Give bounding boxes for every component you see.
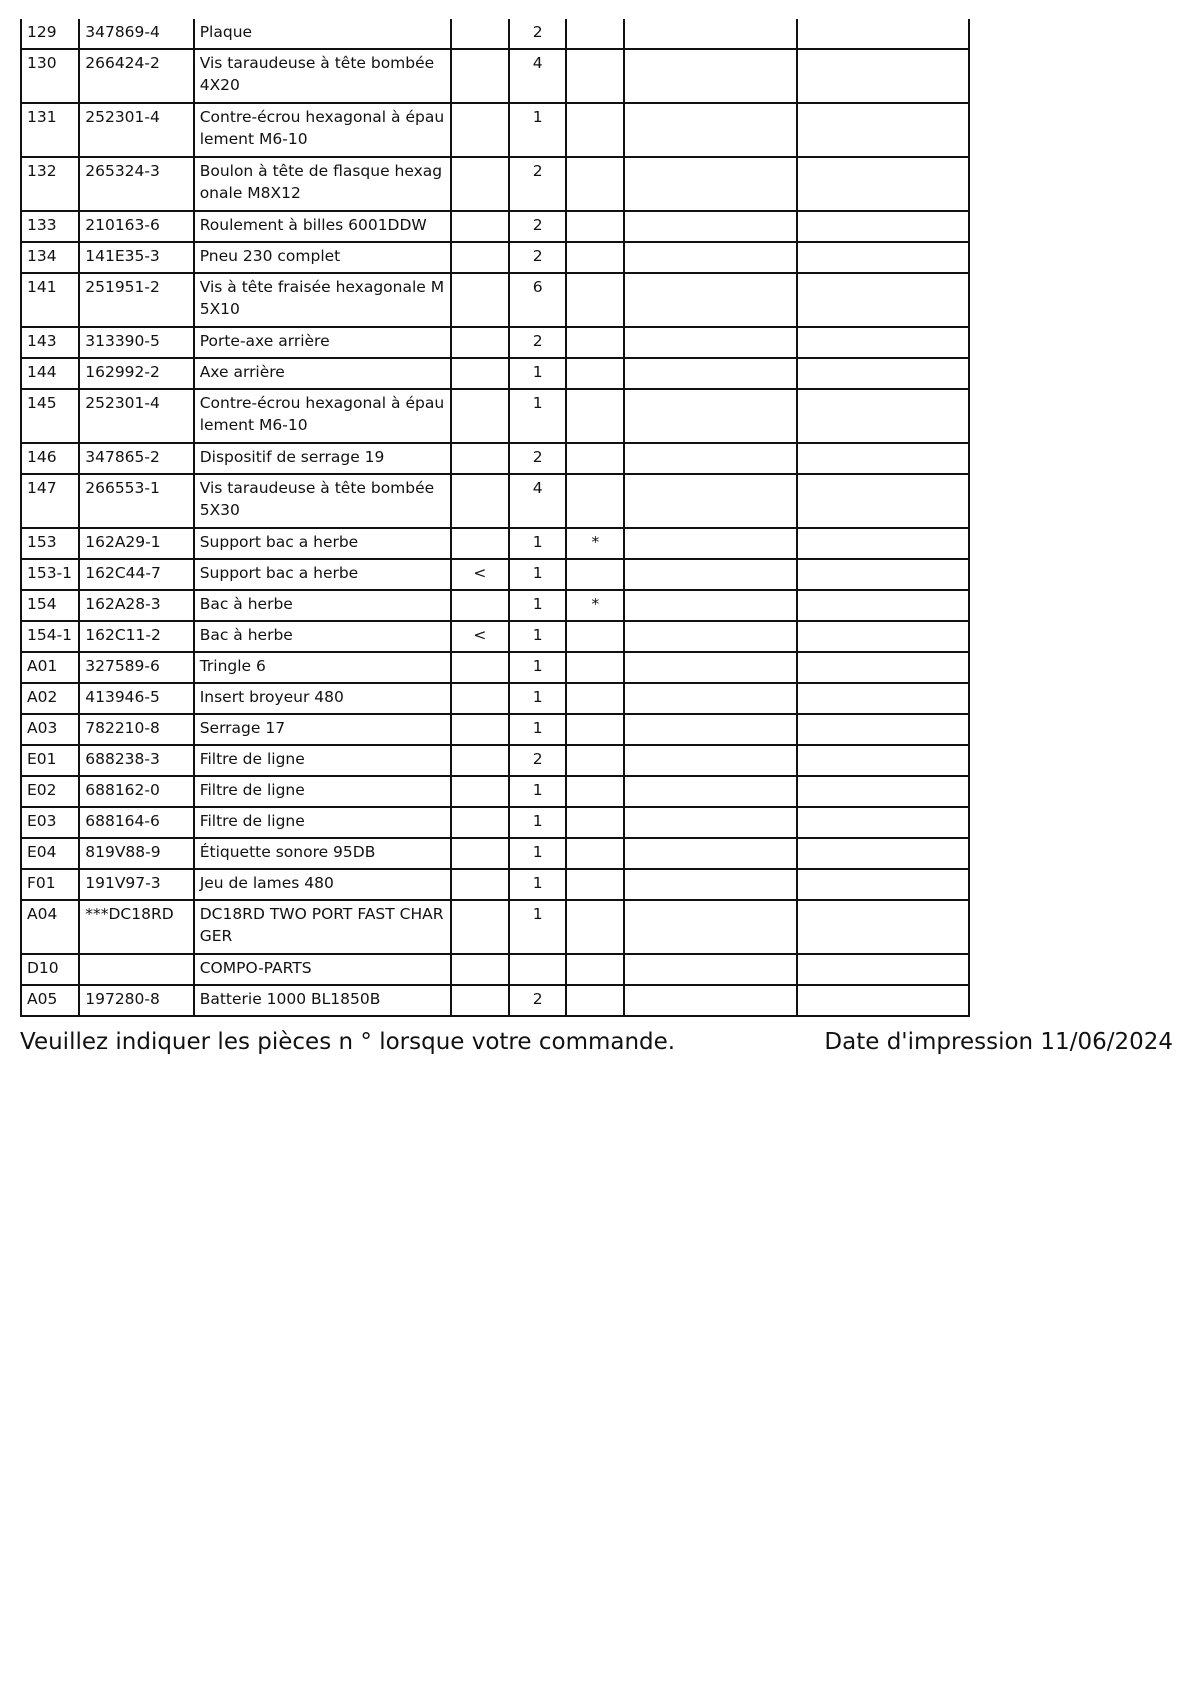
cell-description: Tringle 6 bbox=[194, 652, 451, 683]
cell-note bbox=[566, 443, 624, 474]
cell-empty bbox=[624, 474, 797, 528]
cell-empty bbox=[624, 358, 797, 389]
cell-empty bbox=[797, 358, 969, 389]
footer-instruction: Veuillez indiquer les pièces n ° lorsque votre commande. bbox=[20, 1029, 676, 1055]
cell-quantity: 2 bbox=[509, 211, 566, 242]
cell-item-no: E01 bbox=[21, 745, 79, 776]
cell-mark bbox=[451, 838, 509, 869]
cell-empty bbox=[797, 745, 969, 776]
cell-note bbox=[566, 652, 624, 683]
cell-mark: < bbox=[451, 559, 509, 590]
cell-description: Plaque bbox=[194, 19, 451, 49]
table-row bbox=[21, 211, 969, 242]
cell-item-no: 154-1 bbox=[21, 621, 79, 652]
cell-quantity: 1 bbox=[509, 103, 566, 157]
cell-mark bbox=[451, 776, 509, 807]
table-row bbox=[21, 683, 969, 714]
cell-empty bbox=[797, 443, 969, 474]
cell-description: Insert broyeur 480 bbox=[194, 683, 451, 714]
cell-part-ref: 162A29-1 bbox=[79, 528, 193, 559]
cell-empty bbox=[624, 19, 797, 49]
cell-quantity: 1 bbox=[509, 776, 566, 807]
cell-empty bbox=[624, 652, 797, 683]
cell-empty bbox=[624, 869, 797, 900]
cell-note bbox=[566, 621, 624, 652]
cell-note bbox=[566, 714, 624, 745]
cell-part-ref: 266424-2 bbox=[79, 49, 193, 103]
cell-item-no: E02 bbox=[21, 776, 79, 807]
cell-description: Pneu 230 complet bbox=[194, 242, 451, 273]
cell-description: Bac à herbe bbox=[194, 621, 451, 652]
cell-empty bbox=[797, 49, 969, 103]
cell-note bbox=[566, 838, 624, 869]
cell-quantity: 1 bbox=[509, 683, 566, 714]
cell-description: COMPO-PARTS bbox=[194, 954, 451, 985]
cell-empty bbox=[624, 273, 797, 327]
cell-quantity: 1 bbox=[509, 869, 566, 900]
cell-quantity: 1 bbox=[509, 807, 566, 838]
cell-part-ref: 782210-8 bbox=[79, 714, 193, 745]
cell-description: Filtre de ligne bbox=[194, 807, 451, 838]
cell-empty bbox=[797, 776, 969, 807]
cell-mark bbox=[451, 103, 509, 157]
cell-description: Serrage 17 bbox=[194, 714, 451, 745]
cell-item-no: 153-1 bbox=[21, 559, 79, 590]
cell-mark bbox=[451, 211, 509, 242]
cell-part-ref: 347865-2 bbox=[79, 443, 193, 474]
cell-quantity: 1 bbox=[509, 389, 566, 443]
cell-empty bbox=[797, 807, 969, 838]
cell-empty bbox=[624, 389, 797, 443]
cell-empty bbox=[624, 838, 797, 869]
cell-note bbox=[566, 807, 624, 838]
cell-item-no: E04 bbox=[21, 838, 79, 869]
parts-table bbox=[20, 19, 970, 1017]
cell-quantity: 1 bbox=[509, 621, 566, 652]
table-row bbox=[21, 474, 969, 528]
cell-empty bbox=[797, 900, 969, 954]
cell-mark bbox=[451, 327, 509, 358]
cell-quantity: 1 bbox=[509, 838, 566, 869]
cell-description: Porte-axe arrière bbox=[194, 327, 451, 358]
cell-empty bbox=[624, 157, 797, 211]
cell-empty bbox=[624, 528, 797, 559]
table-row bbox=[21, 443, 969, 474]
cell-item-no: A01 bbox=[21, 652, 79, 683]
cell-empty bbox=[797, 211, 969, 242]
cell-note bbox=[566, 273, 624, 327]
cell-description: Support bac a herbe bbox=[194, 528, 451, 559]
parts-table-body bbox=[21, 19, 969, 1016]
cell-description: Roulement à billes 6001DDW bbox=[194, 211, 451, 242]
table-row bbox=[21, 954, 969, 985]
cell-mark bbox=[451, 443, 509, 474]
cell-description: Vis taraudeuse à tête bombée 5X30 bbox=[194, 474, 451, 528]
cell-item-no: 129 bbox=[21, 19, 79, 49]
cell-part-ref: 688238-3 bbox=[79, 745, 193, 776]
cell-empty bbox=[624, 683, 797, 714]
cell-mark bbox=[451, 474, 509, 528]
cell-mark bbox=[451, 157, 509, 211]
cell-note bbox=[566, 683, 624, 714]
cell-part-ref: 197280-8 bbox=[79, 985, 193, 1016]
cell-empty bbox=[797, 985, 969, 1016]
cell-quantity: 2 bbox=[509, 157, 566, 211]
cell-empty bbox=[624, 745, 797, 776]
cell-description: Jeu de lames 480 bbox=[194, 869, 451, 900]
cell-mark bbox=[451, 590, 509, 621]
cell-quantity: 1 bbox=[509, 528, 566, 559]
cell-quantity: 1 bbox=[509, 900, 566, 954]
cell-empty bbox=[797, 327, 969, 358]
cell-item-no: 143 bbox=[21, 327, 79, 358]
cell-mark bbox=[451, 19, 509, 49]
cell-description: Boulon à tête de flasque hexagonale M8X12 bbox=[194, 157, 451, 211]
cell-mark bbox=[451, 652, 509, 683]
cell-quantity: 1 bbox=[509, 358, 566, 389]
cell-part-ref: ***DC18RD bbox=[79, 900, 193, 954]
table-row bbox=[21, 559, 969, 590]
cell-quantity: 4 bbox=[509, 474, 566, 528]
cell-quantity: 1 bbox=[509, 559, 566, 590]
cell-empty bbox=[624, 807, 797, 838]
cell-item-no: 133 bbox=[21, 211, 79, 242]
cell-description: Bac à herbe bbox=[194, 590, 451, 621]
cell-note bbox=[566, 869, 624, 900]
print-date: Date d'impression 11/06/2024 bbox=[824, 1029, 1173, 1055]
cell-mark bbox=[451, 49, 509, 103]
cell-description: Contre-écrou hexagonal à épaulement M6-10 bbox=[194, 103, 451, 157]
cell-item-no: E03 bbox=[21, 807, 79, 838]
cell-item-no: A04 bbox=[21, 900, 79, 954]
cell-description: Batterie 1000 BL1850B bbox=[194, 985, 451, 1016]
table-row bbox=[21, 242, 969, 273]
cell-note bbox=[566, 103, 624, 157]
table-row bbox=[21, 157, 969, 211]
cell-quantity: 2 bbox=[509, 745, 566, 776]
cell-quantity bbox=[509, 954, 566, 985]
table-row bbox=[21, 358, 969, 389]
cell-note bbox=[566, 242, 624, 273]
table-row bbox=[21, 273, 969, 327]
cell-mark bbox=[451, 273, 509, 327]
cell-note bbox=[566, 559, 624, 590]
table-row bbox=[21, 19, 969, 49]
cell-item-no: 141 bbox=[21, 273, 79, 327]
cell-part-ref bbox=[79, 954, 193, 985]
table-row bbox=[21, 528, 969, 559]
cell-item-no: 153 bbox=[21, 528, 79, 559]
cell-description: Filtre de ligne bbox=[194, 776, 451, 807]
cell-empty bbox=[797, 714, 969, 745]
cell-empty bbox=[797, 652, 969, 683]
cell-item-no: 147 bbox=[21, 474, 79, 528]
cell-quantity: 2 bbox=[509, 19, 566, 49]
cell-mark bbox=[451, 869, 509, 900]
cell-empty bbox=[624, 103, 797, 157]
table-row bbox=[21, 807, 969, 838]
table-row bbox=[21, 327, 969, 358]
cell-description: Vis à tête fraisée hexagonale M5X10 bbox=[194, 273, 451, 327]
cell-empty bbox=[797, 19, 969, 49]
cell-part-ref: 413946-5 bbox=[79, 683, 193, 714]
cell-empty bbox=[624, 714, 797, 745]
cell-note bbox=[566, 474, 624, 528]
cell-empty bbox=[624, 621, 797, 652]
cell-mark bbox=[451, 900, 509, 954]
cell-description: Vis taraudeuse à tête bombée 4X20 bbox=[194, 49, 451, 103]
cell-note bbox=[566, 900, 624, 954]
cell-part-ref: 251951-2 bbox=[79, 273, 193, 327]
table-row bbox=[21, 838, 969, 869]
table-row bbox=[21, 590, 969, 621]
cell-quantity: 2 bbox=[509, 443, 566, 474]
cell-item-no: 131 bbox=[21, 103, 79, 157]
cell-note bbox=[566, 954, 624, 985]
cell-item-no: A03 bbox=[21, 714, 79, 745]
cell-empty bbox=[797, 683, 969, 714]
cell-empty bbox=[624, 590, 797, 621]
cell-part-ref: 210163-6 bbox=[79, 211, 193, 242]
cell-item-no: 130 bbox=[21, 49, 79, 103]
cell-part-ref: 252301-4 bbox=[79, 389, 193, 443]
table-row bbox=[21, 985, 969, 1016]
cell-item-no: 146 bbox=[21, 443, 79, 474]
table-row bbox=[21, 621, 969, 652]
cell-part-ref: 688162-0 bbox=[79, 776, 193, 807]
cell-empty bbox=[797, 474, 969, 528]
cell-empty bbox=[797, 528, 969, 559]
cell-empty bbox=[624, 776, 797, 807]
cell-empty bbox=[797, 273, 969, 327]
cell-empty bbox=[624, 443, 797, 474]
cell-item-no: 134 bbox=[21, 242, 79, 273]
cell-note bbox=[566, 327, 624, 358]
cell-empty bbox=[797, 590, 969, 621]
cell-empty bbox=[624, 49, 797, 103]
cell-empty bbox=[624, 985, 797, 1016]
cell-mark bbox=[451, 683, 509, 714]
cell-part-ref: 265324-3 bbox=[79, 157, 193, 211]
cell-mark bbox=[451, 389, 509, 443]
cell-mark bbox=[451, 954, 509, 985]
cell-part-ref: 162C44-7 bbox=[79, 559, 193, 590]
table-row bbox=[21, 49, 969, 103]
cell-part-ref: 162C11-2 bbox=[79, 621, 193, 652]
cell-note bbox=[566, 389, 624, 443]
table-row bbox=[21, 389, 969, 443]
cell-item-no: D10 bbox=[21, 954, 79, 985]
cell-empty bbox=[797, 389, 969, 443]
table-row bbox=[21, 745, 969, 776]
cell-mark bbox=[451, 985, 509, 1016]
cell-empty bbox=[797, 621, 969, 652]
cell-quantity: 2 bbox=[509, 327, 566, 358]
cell-mark bbox=[451, 807, 509, 838]
cell-note bbox=[566, 157, 624, 211]
cell-item-no: A02 bbox=[21, 683, 79, 714]
cell-empty bbox=[797, 869, 969, 900]
table-row bbox=[21, 714, 969, 745]
cell-description: Support bac a herbe bbox=[194, 559, 451, 590]
cell-empty bbox=[797, 838, 969, 869]
cell-quantity: 1 bbox=[509, 652, 566, 683]
cell-note bbox=[566, 211, 624, 242]
table-row bbox=[21, 652, 969, 683]
cell-mark bbox=[451, 745, 509, 776]
cell-note bbox=[566, 985, 624, 1016]
cell-part-ref: 688164-6 bbox=[79, 807, 193, 838]
cell-description: DC18RD TWO PORT FAST CHARGER bbox=[194, 900, 451, 954]
cell-note: * bbox=[566, 528, 624, 559]
cell-note bbox=[566, 19, 624, 49]
cell-item-no: 145 bbox=[21, 389, 79, 443]
cell-part-ref: 819V88-9 bbox=[79, 838, 193, 869]
cell-part-ref: 313390-5 bbox=[79, 327, 193, 358]
cell-description: Axe arrière bbox=[194, 358, 451, 389]
cell-empty bbox=[797, 559, 969, 590]
cell-part-ref: 252301-4 bbox=[79, 103, 193, 157]
cell-mark bbox=[451, 242, 509, 273]
cell-part-ref: 327589-6 bbox=[79, 652, 193, 683]
cell-empty bbox=[797, 157, 969, 211]
cell-note bbox=[566, 49, 624, 103]
cell-empty bbox=[624, 211, 797, 242]
cell-mark bbox=[451, 714, 509, 745]
table-row bbox=[21, 900, 969, 954]
table-row bbox=[21, 869, 969, 900]
cell-part-ref: 191V97-3 bbox=[79, 869, 193, 900]
cell-mark: < bbox=[451, 621, 509, 652]
cell-description: Dispositif de serrage 19 bbox=[194, 443, 451, 474]
cell-item-no: 144 bbox=[21, 358, 79, 389]
cell-empty bbox=[797, 103, 969, 157]
cell-part-ref: 141E35-3 bbox=[79, 242, 193, 273]
cell-mark bbox=[451, 358, 509, 389]
cell-quantity: 2 bbox=[509, 985, 566, 1016]
cell-item-no: 132 bbox=[21, 157, 79, 211]
cell-note: * bbox=[566, 590, 624, 621]
cell-quantity: 4 bbox=[509, 49, 566, 103]
cell-note bbox=[566, 358, 624, 389]
cell-item-no: 154 bbox=[21, 590, 79, 621]
cell-empty bbox=[797, 954, 969, 985]
cell-empty bbox=[624, 327, 797, 358]
cell-part-ref: 347869-4 bbox=[79, 19, 193, 49]
cell-quantity: 1 bbox=[509, 590, 566, 621]
cell-description: Filtre de ligne bbox=[194, 745, 451, 776]
cell-quantity: 2 bbox=[509, 242, 566, 273]
cell-note bbox=[566, 776, 624, 807]
cell-part-ref: 266553-1 bbox=[79, 474, 193, 528]
cell-note bbox=[566, 745, 624, 776]
cell-empty bbox=[624, 900, 797, 954]
cell-item-no: A05 bbox=[21, 985, 79, 1016]
cell-empty bbox=[624, 954, 797, 985]
cell-empty bbox=[797, 242, 969, 273]
cell-quantity: 1 bbox=[509, 714, 566, 745]
table-row bbox=[21, 103, 969, 157]
table-row bbox=[21, 776, 969, 807]
cell-description: Contre-écrou hexagonal à épaulement M6-10 bbox=[194, 389, 451, 443]
cell-empty bbox=[624, 559, 797, 590]
cell-description: Étiquette sonore 95DB bbox=[194, 838, 451, 869]
cell-mark bbox=[451, 528, 509, 559]
cell-part-ref: 162992-2 bbox=[79, 358, 193, 389]
cell-quantity: 6 bbox=[509, 273, 566, 327]
cell-empty bbox=[624, 242, 797, 273]
cell-part-ref: 162A28-3 bbox=[79, 590, 193, 621]
cell-item-no: F01 bbox=[21, 869, 79, 900]
